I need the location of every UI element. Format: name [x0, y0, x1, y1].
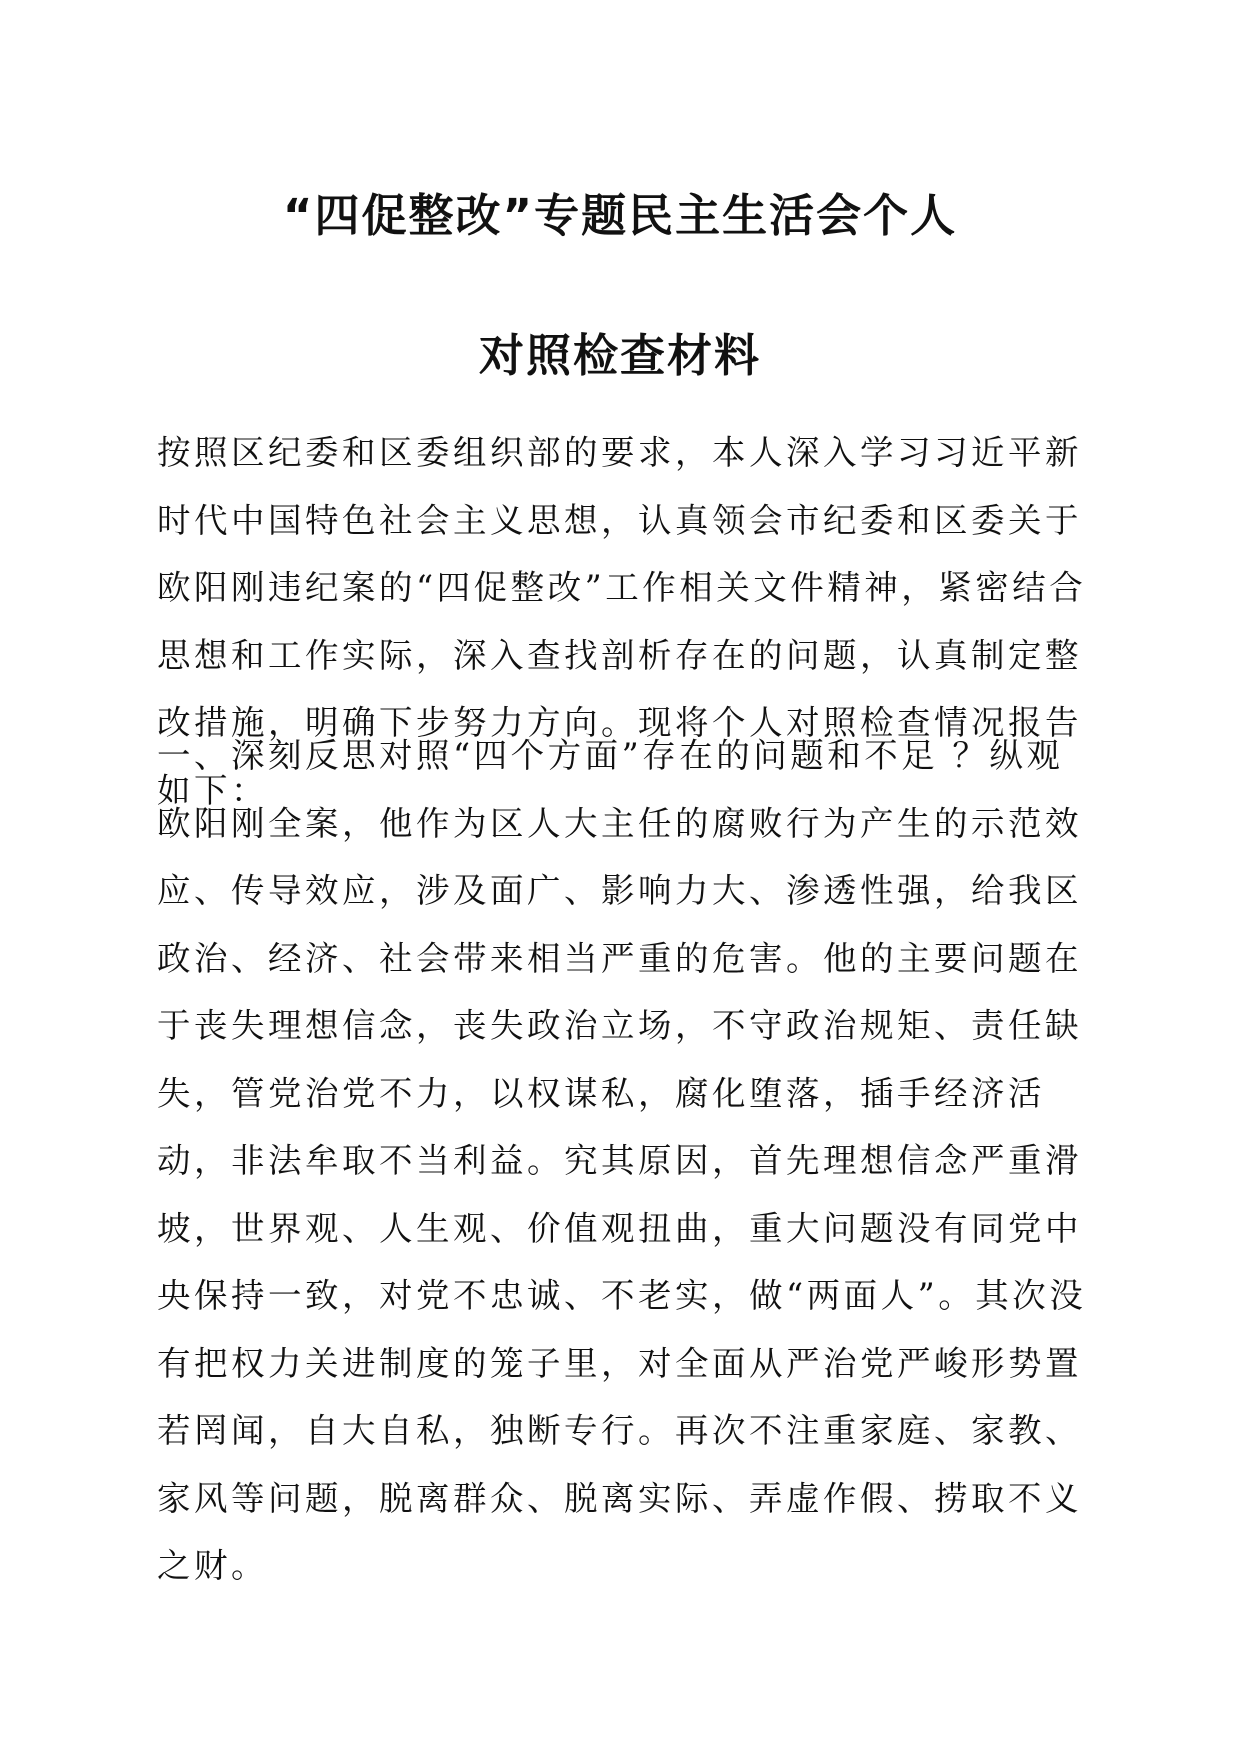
body-paragraph-section-1 [157, 722, 1087, 1600]
paragraph-text: 一、深刻反思对照“四个方面”存在的问题和不足 ？纵观欧阳刚全案，他作为区人大主任的腐败行为产生的示范效应、传导效应，涉及面广、影响力大、渗透性强，给我区政治、经济、社会带来相当严重的危害。他的主要问题在于丧失理想信念，丧失政治立场，不守政治规矩、责任缺失，管党治党不力，以权谋私，腐化堕落，插手经济活动，非法牟取不当利益。究其原因，首先理想信念严重滑坡，世界观、人生观、价值观扭曲，重大问题没有同党中央保持一致，对党不忠诚、不老实，做“两面人”。其次没有把权力关进制度的笼子里，对全面从严治党严峻形势置若罔闻，自大自私，独断专行。再次不注重家庭、家教、家风等问题，脱离群众、脱离实际、弄虚作假、捞取不义之财。 [157, 736, 1087, 1585]
document-title-line-1: “四促整改”专题民主生活会个人 [282, 189, 958, 242]
paragraph-text: 按照区纪委和区委组织部的要求，本人深入学习习近平新时代中国特色社会主义思想，认真领会市纪委和区委关于欧阳刚违纪案的“四促整改”工作相关文件精神，紧密结合思想和工作实际，深入查找剖析存在的问题，认真制定整改措施，明确下步努力方向。现将个人对照检查情况报告如下： [157, 433, 1087, 810]
document-title-line-2: 对照检查材料 [478, 329, 761, 382]
